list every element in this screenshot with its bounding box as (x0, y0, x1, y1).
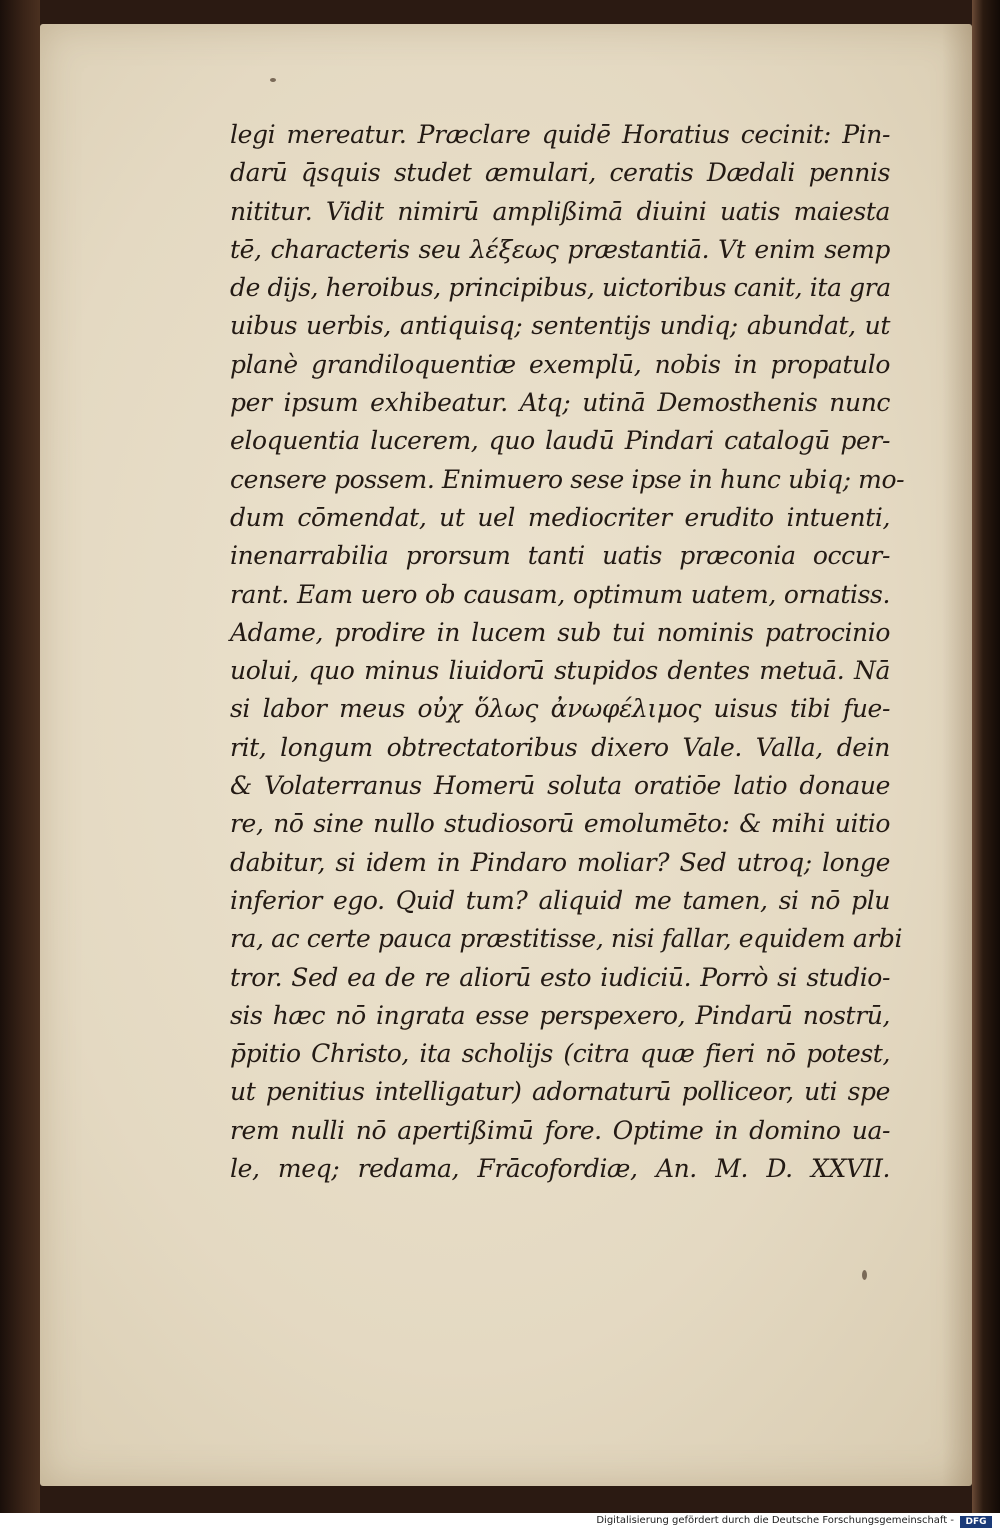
text-line: uolui, quo minus liuidorū stupidos dentes metuā. Nā (230, 656, 890, 686)
text-line: si labor meus οὐχ ὅλως ἀνωφέλιμος uisus tibi fue- (230, 694, 890, 724)
page-text (230, 116, 905, 1188)
text-line: tē, characteris seu λέξεως præstantiā. Vt enim semp (230, 234, 890, 264)
text-line: darū q̄squis studet æmulari, ceratis Dædali pennis (230, 158, 890, 188)
ink-speck (270, 78, 276, 82)
text-line: dum cōmendat, ut uel mediocriter erudito intuenti, (230, 502, 890, 532)
text-line: le, meq; redama, Frācofordiæ, An. M. D. XXVII. (230, 1154, 890, 1184)
ink-speck (862, 1270, 867, 1280)
text-line: re, nō sine nullo studiosorū emolumēto: & mihi uitio (230, 809, 890, 839)
text-line: rem nulli nō apertißimū fore. Optime in domino ua- (230, 1115, 890, 1145)
text-line: per ipsum exhibeatur. Atq; utinā Demosthenis nunc (230, 388, 890, 418)
text-line: inferior ego. Quid tum? aliquid me tamen, si nō plu (230, 885, 890, 915)
text-line: eloquentia lucerem, quo laudū Pindari catalogū per- (230, 426, 890, 456)
text-line: uibus uerbis, antiquisq; sententijs undiq; abundat, ut (230, 311, 890, 341)
digitization-credit: Digitalisierung gefördert durch die Deutsche Forschungsgemeinschaft - (596, 1515, 954, 1526)
text-line: & Volaterranus Homerū soluta oratiōe latio donaue (230, 771, 890, 801)
text-line: rant. Eam uero ob causam, optimum uatem, ornatiss. (230, 579, 890, 609)
text-line: dabitur, si idem in Pindaro moliar? Sed utroq; longe (230, 847, 890, 877)
text-line: planè grandiloquentiæ exemplū, nobis in propatulo (230, 349, 890, 379)
text-line: inenarrabilia prorsum tanti uatis præconia occur- (230, 541, 890, 571)
text-line: p̄pitio Christo, ita scholijs (citra quæ fieri nō potest, (230, 1039, 890, 1069)
text-line: rit, longum obtrectatoribus dixero Vale. Valla, dein (230, 732, 890, 762)
text-line: censere possem. Enimuero sese ipse in hunc ubiq; mo- (230, 464, 905, 494)
text-line: de dijs, heroibus, principibus, uictoribus canit, ita gra (230, 273, 891, 303)
text-line: nititur. Vidit nimirū amplißimā diuini uatis maiesta (230, 196, 890, 226)
dfg-logo: DFG (960, 1516, 992, 1528)
text-line: ut penitius intelligatur) adornaturū polliceor, uti spe (230, 1077, 890, 1107)
text-line: Adame, prodire in lucem sub tui nominis patrocinio (230, 617, 890, 647)
footer-bar (0, 1513, 1000, 1533)
text-line: sis hæc nō ingrata esse perspexero, Pindarū nostrū, (230, 1000, 890, 1030)
text-line: ra, ac certe pauca præstitisse, nisi fallar, equidem arbi (230, 924, 903, 954)
text-line: tror. Sed ea de re aliorū esto iudiciū. Porrò si studio- (230, 962, 890, 992)
text-line: legi mereatur. Præclare quidē Horatius cecinit: Pin- (230, 120, 890, 149)
book-page (40, 24, 972, 1486)
